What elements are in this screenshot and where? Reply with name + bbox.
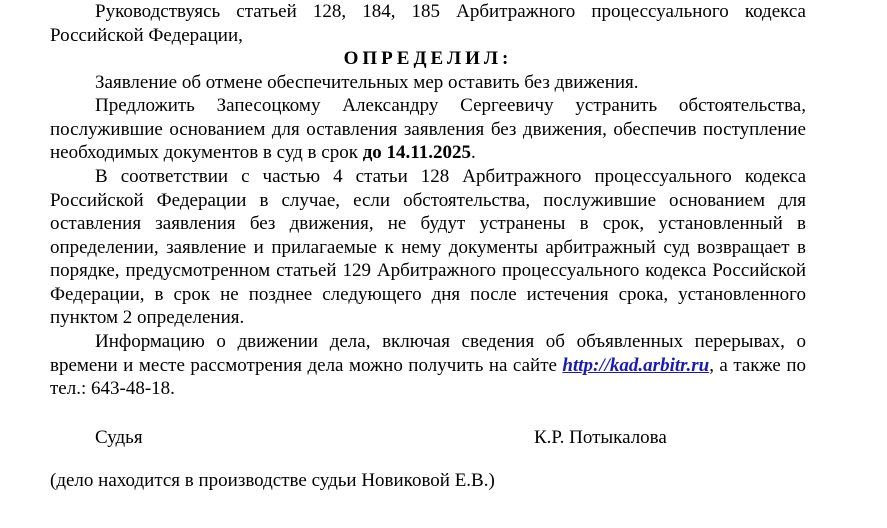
- ruling-heading: ОПРЕДЕЛИЛ:: [343, 48, 513, 69]
- signature-role: Судья: [95, 427, 143, 448]
- paragraph-3: В соответствии с частью 4 статьи 128 Арбитражного процессуального кодекса Российской Федерации в случае, если обстоятельства, послужившие основанием для оставления заявления без движения, не будут устранены в срок, установленный в определении, заявление и прилагаемые к нему документы арбитражный суд возвращает в порядке, предусмотренном статьей 129 Арбитражного процессуального кодекса Российской Федерации, в срок не позднее следующего дня после истечения срока, установленного пунктом 2 определения.: [50, 166, 806, 328]
- paragraph-4: [50, 330, 806, 401]
- kad-arbitr-link[interactable]: http://kad.arbitr.ru: [562, 354, 710, 376]
- paragraph-1: Заявление об отмене обеспечительных мер оставить без движения.: [95, 72, 639, 93]
- paragraph-2-end: .: [471, 142, 476, 163]
- case-note: (дело находится в производстве судьи Новиковой Е.В.): [50, 470, 495, 491]
- signature-name: К.Р. Потыкалова: [534, 427, 667, 448]
- deadline-date: до 14.11.2025: [362, 142, 472, 163]
- paragraph-4-text: Информацию о движении дела, включая сведения об объявленных перерывах, о времени и месте рассмотрения дела можно получить на сайте: [50, 331, 806, 376]
- paragraph-4-end: , а также по тел.: 643-48-18.: [50, 354, 806, 399]
- paragraph-2: [50, 94, 806, 165]
- paragraph-2-text: Предложить Запесоцкому Александру Сергеевичу устранить обстоятельства, послужившие основанием для оставления заявления без движения, обеспечив поступление необходимых документов в суд в срок: [50, 95, 806, 163]
- intro-paragraph: Руководствуясь статьей 128, 184, 185 Арбитражного процессуального кодекса Российской Федерации,: [50, 1, 806, 46]
